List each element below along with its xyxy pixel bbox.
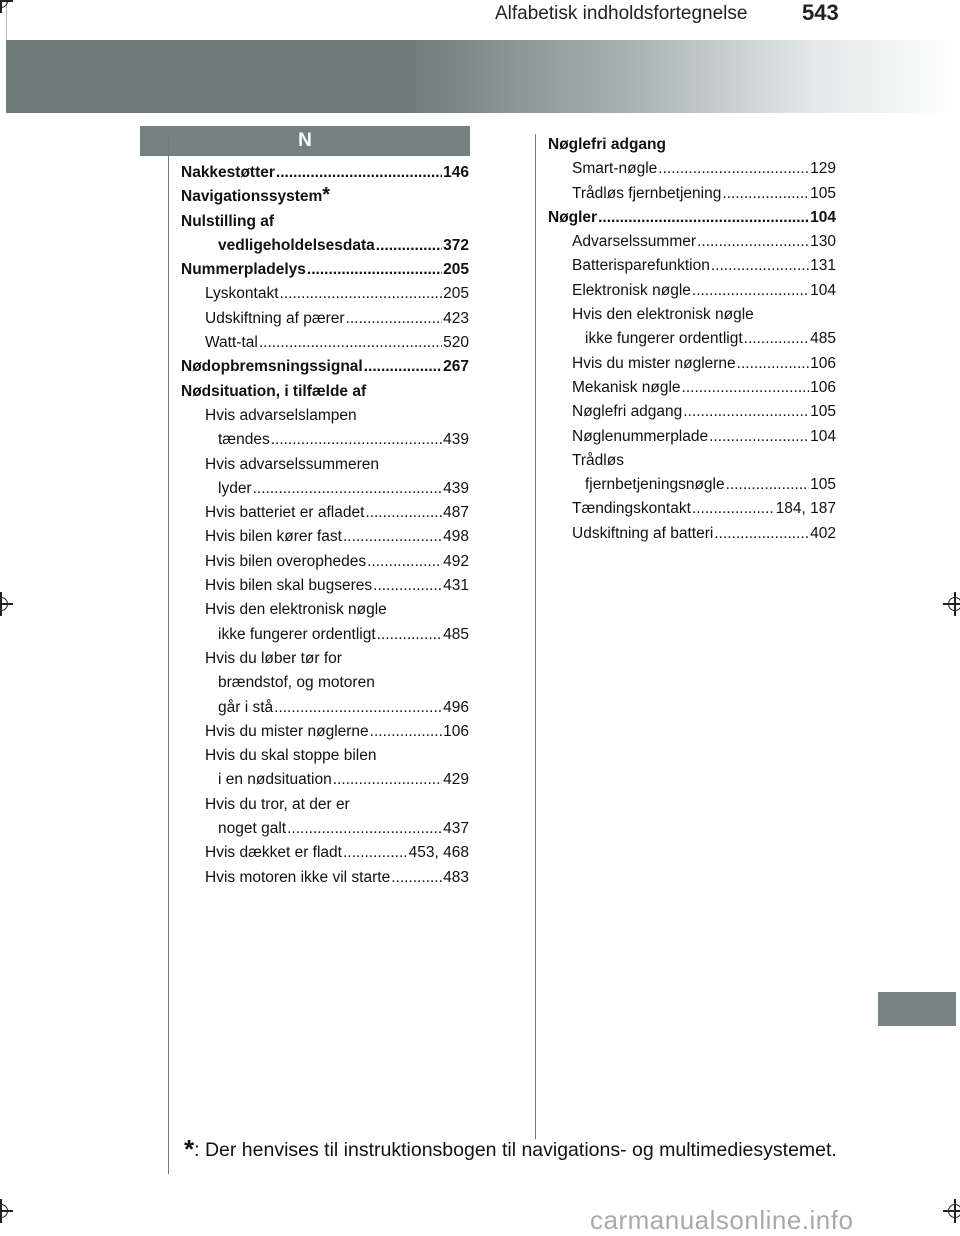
- footnote: [184, 1134, 837, 1165]
- dot-leader: [370, 720, 442, 744]
- index-entry: [181, 598, 469, 622]
- index-term: Lyskontakt: [205, 285, 279, 303]
- footnote-text: : Der henvises til instruktionsbogen til navigations- og multimediesystemet.: [194, 1139, 837, 1161]
- index-term: Nøgler: [548, 208, 598, 226]
- column-divider-middle: [535, 134, 536, 1139]
- index-entry: [181, 355, 469, 379]
- index-page-number: 104: [810, 427, 836, 445]
- index-entry: [548, 497, 836, 521]
- index-page-number: 105: [810, 184, 836, 202]
- dot-leader: [737, 352, 809, 376]
- index-term: Nakkestøtter: [181, 164, 275, 181]
- index-column-right: [548, 133, 836, 546]
- index-entry: [181, 696, 469, 720]
- index-page-number: 267: [443, 358, 469, 376]
- index-entry: [181, 768, 469, 792]
- index-page-number: 105: [810, 476, 836, 494]
- index-page-number: 437: [443, 820, 469, 838]
- index-page-number: 104: [810, 208, 836, 226]
- dot-leader: [722, 182, 809, 206]
- index-entry: [181, 428, 469, 452]
- index-term: Tændingskontakt: [572, 500, 691, 518]
- dot-leader: [307, 258, 442, 282]
- index-term: Hvis bilen overophedes: [205, 552, 367, 570]
- dot-leader: [598, 206, 809, 230]
- index-entry: [548, 230, 836, 254]
- index-page-number: 483: [443, 868, 469, 886]
- index-entry: [548, 157, 836, 181]
- index-term: Hvis bilen kører fast: [205, 528, 342, 546]
- index-term: vedligeholdelsesdata: [218, 236, 375, 254]
- index-page-number: 492: [443, 552, 469, 570]
- index-term: Hvis du mister nøglerne: [205, 722, 369, 740]
- index-page-number: 105: [810, 403, 836, 421]
- dot-leader: [365, 501, 442, 525]
- index-entry: [548, 400, 836, 424]
- index-entry: [181, 744, 469, 768]
- index-page-number: 131: [810, 257, 836, 275]
- index-page-number: 439: [443, 479, 469, 497]
- index-entry: [181, 550, 469, 574]
- index-entry: [181, 380, 469, 404]
- index-page-number: 106: [810, 354, 836, 372]
- index-term: Hvis batteriet er afladet: [205, 504, 365, 522]
- index-term: Hvis advarselslampen: [205, 406, 357, 424]
- crop-mark-icon: [0, 0, 13, 13]
- column-divider-left: [168, 134, 169, 1174]
- index-page-number: 106: [810, 378, 836, 396]
- index-entry: [181, 258, 469, 282]
- dot-leader: [287, 817, 442, 841]
- index-entry: [181, 841, 469, 865]
- index-term: fjernbetjeningsnøgle: [585, 476, 725, 494]
- index-page-number: 146: [443, 164, 469, 181]
- index-term: Hvis bilen skal bugseres: [205, 577, 373, 595]
- dot-leader: [343, 525, 442, 549]
- index-entry: [181, 282, 469, 306]
- index-entry: [181, 307, 469, 331]
- index-term: Hvis advarselssummeren: [205, 455, 379, 473]
- dot-leader: [658, 157, 809, 181]
- index-term: noget galt: [218, 820, 287, 838]
- index-entry: [548, 182, 836, 206]
- index-entry: [181, 720, 469, 744]
- index-term: Hvis den elektronisk nøgle: [205, 601, 387, 619]
- index-column-left: [181, 161, 469, 890]
- index-term: Batterisparefunktion: [572, 257, 710, 275]
- index-entry: [181, 234, 469, 258]
- index-term: Trådløs fjernbetjening: [572, 184, 722, 202]
- dot-leader: [259, 331, 442, 355]
- index-entry: [181, 210, 469, 234]
- index-term: Navigationssystem: [181, 188, 323, 206]
- index-entry: [181, 866, 469, 890]
- index-entry: [548, 352, 836, 376]
- crop-mark-icon: [943, 1199, 960, 1223]
- dot-leader: [373, 574, 442, 598]
- dot-leader: [276, 161, 442, 185]
- index-term: Hvis motoren ikke vil starte: [205, 868, 391, 886]
- index-page-number: 485: [443, 625, 469, 643]
- dot-leader: [376, 234, 442, 258]
- index-term: Hvis du løber tør for: [205, 649, 342, 667]
- dot-leader: [744, 327, 809, 351]
- index-page-number: 106: [443, 722, 469, 740]
- index-entry: [181, 817, 469, 841]
- dot-leader: [343, 841, 408, 865]
- dot-leader: [726, 473, 810, 497]
- dot-leader: [697, 230, 809, 254]
- index-page-number: 129: [810, 160, 836, 178]
- watermark-text: carmanualsonline.info: [590, 1205, 854, 1235]
- dot-leader: [692, 279, 809, 303]
- index-entry: [181, 331, 469, 355]
- index-term: Hvis du skal stoppe bilen: [205, 747, 377, 765]
- index-term: lyder: [218, 479, 252, 497]
- index-term: Udskiftning af pærer: [205, 309, 345, 327]
- index-entry: [181, 501, 469, 525]
- crop-mark-icon: [0, 1199, 13, 1223]
- index-entry: Navigationssystem *: [181, 185, 469, 209]
- index-page-number: 496: [443, 698, 469, 716]
- dot-leader: [709, 425, 809, 449]
- index-page-number: 423: [443, 309, 469, 327]
- footnote-mark: *: [184, 1134, 195, 1164]
- index-term: Smart-nøgle: [572, 160, 658, 178]
- index-term: Elektronisk nøgle: [572, 281, 691, 299]
- dot-leader: [714, 522, 809, 546]
- index-page-number: 372: [443, 236, 469, 254]
- index-term: Hvis du mister nøglerne: [572, 354, 736, 372]
- index-entry: [181, 793, 469, 817]
- page-number: 543: [802, 0, 839, 25]
- dot-leader: [711, 254, 809, 278]
- page-header-title: Alfabetisk indholdsfortegnelse: [495, 3, 748, 24]
- index-term: Nøglefri adgang: [548, 136, 666, 153]
- index-entry: [181, 647, 469, 671]
- index-term: Hvis dækket er fladt: [205, 844, 342, 862]
- dot-leader: [280, 282, 443, 306]
- index-term: Watt-tal: [205, 334, 258, 352]
- index-entry: [181, 525, 469, 549]
- index-term: Nummerpladelys: [181, 261, 306, 279]
- index-entry: [548, 254, 836, 278]
- index-page-number: 184, 187: [775, 500, 836, 518]
- dot-leader: [333, 768, 442, 792]
- dot-leader: [253, 477, 443, 501]
- index-page-number: 485: [810, 330, 836, 348]
- index-term: Nulstilling af: [181, 212, 274, 230]
- header-band: [6, 40, 960, 113]
- index-term: Udskiftning af batteri: [572, 524, 714, 542]
- dot-leader: [346, 307, 443, 331]
- dot-leader: [682, 376, 810, 400]
- index-term: Mekanisk nøgle: [572, 378, 681, 396]
- index-term: Nøglefri adgang: [572, 403, 683, 421]
- index-entry: [548, 449, 836, 473]
- index-term: tændes: [218, 431, 270, 449]
- chapter-tab: [878, 992, 956, 1026]
- dot-leader: [391, 866, 442, 890]
- index-entry: [548, 473, 836, 497]
- index-entry: [548, 206, 836, 230]
- index-entry: [181, 574, 469, 598]
- index-entry: [181, 671, 469, 695]
- index-term: ikke fungerer ordentligt: [218, 625, 376, 643]
- index-page-number: 520: [443, 334, 469, 352]
- index-page-number: 104: [810, 281, 836, 299]
- crop-mark-icon: [0, 592, 13, 616]
- index-term: brændstof, og motoren: [218, 674, 375, 692]
- index-page-number: 205: [443, 285, 469, 303]
- index-entry: [548, 425, 836, 449]
- index-entry: [181, 453, 469, 477]
- index-term: Trådløs: [572, 451, 624, 469]
- index-entry: [548, 133, 836, 157]
- index-page-number: 487: [443, 504, 469, 522]
- dot-leader: [367, 550, 442, 574]
- index-term: Hvis den elektronisk nøgle: [572, 306, 754, 324]
- index-page-number: 205: [443, 261, 469, 279]
- dot-leader: [377, 623, 442, 647]
- crop-mark-icon: [943, 592, 960, 616]
- index-page-number: 402: [810, 524, 836, 542]
- index-term: Advarselssummer: [572, 233, 697, 251]
- index-entry: [181, 623, 469, 647]
- index-page-number: 429: [443, 771, 469, 789]
- index-term: Nødsituation, i tilfælde af: [181, 382, 367, 400]
- dot-leader: [364, 355, 442, 379]
- index-entry: [181, 161, 469, 185]
- index-term: Hvis du tror, at der er: [205, 795, 350, 813]
- index-term: ikke fungerer ordentligt: [585, 330, 743, 348]
- dot-leader: [692, 497, 775, 521]
- index-term: Nøglenummerplade: [572, 427, 709, 445]
- index-term: går i stå: [218, 698, 274, 716]
- index-page-number: 431: [443, 577, 469, 595]
- index-entry: [548, 327, 836, 351]
- index-entry: [548, 376, 836, 400]
- index-page-number: 130: [810, 233, 836, 251]
- dot-leader: [683, 400, 809, 424]
- index-entry: [181, 404, 469, 428]
- index-page-number: 498: [443, 528, 469, 546]
- index-page-number: 453, 468: [408, 844, 469, 862]
- index-page-number: 439: [443, 431, 469, 449]
- dot-leader: [274, 696, 442, 720]
- index-entry: [548, 303, 836, 327]
- section-letter-bar: N: [140, 126, 470, 156]
- index-term: Nødopbremsningssignal: [181, 358, 363, 376]
- index-entry: [548, 279, 836, 303]
- dot-leader: [271, 428, 442, 452]
- index-entry: [548, 522, 836, 546]
- index-term: i en nødsituation: [218, 771, 332, 789]
- index-entry: [181, 477, 469, 501]
